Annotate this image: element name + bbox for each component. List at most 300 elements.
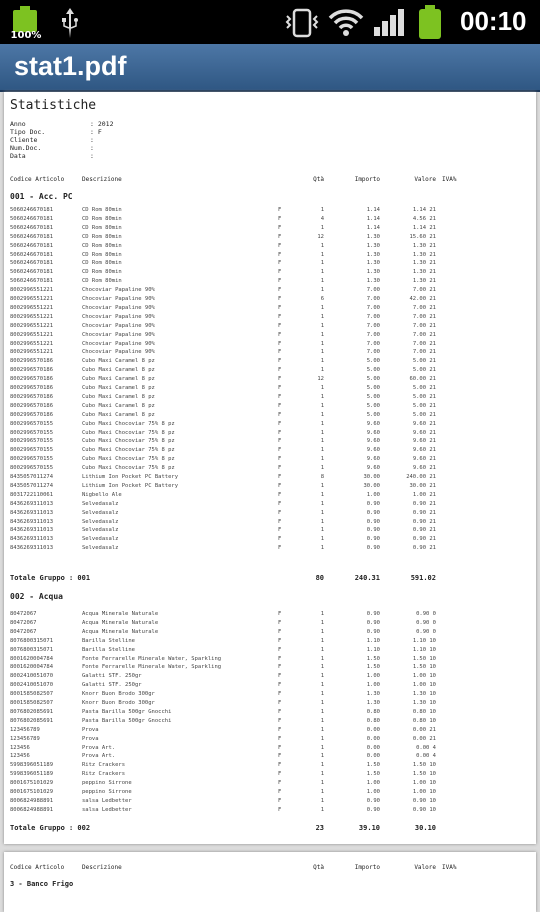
table-cell: F: [278, 367, 282, 374]
table-cell: 1.30: [366, 233, 380, 240]
table-row: [10, 331, 530, 339]
table-cell: 8002996570155: [10, 429, 54, 436]
table-cell: 0.00 21: [412, 735, 436, 742]
table-cell: F: [278, 269, 282, 276]
table-cell: 0.90: [366, 527, 380, 534]
table-cell: Pasta Barilla 500gr Gnocchi: [82, 717, 172, 724]
table-cell: Cubo Maxi Caramel 8 pz: [82, 411, 155, 418]
table-cell: salsa Ledbetter: [82, 806, 132, 813]
table-cell: CD Rom 80min: [82, 233, 122, 240]
table-cell: F: [278, 402, 282, 409]
table-cell: 1.50: [366, 655, 380, 662]
table-row: [10, 375, 530, 383]
table-cell: 1.30: [366, 242, 380, 249]
table-cell: 1: [320, 304, 324, 311]
table-cell: 8001585082507: [10, 700, 54, 706]
pdf-page[interactable]: [4, 92, 536, 844]
table-cell: 9.60: [366, 465, 380, 472]
table-cell: F: [278, 691, 282, 698]
table-cell: 1.14: [366, 207, 380, 213]
table-cell: 1.14: [366, 224, 380, 231]
table-row: [10, 455, 530, 463]
table-row: [10, 429, 530, 437]
wifi-icon: [328, 6, 364, 43]
table-cell: 0.90: [366, 628, 380, 635]
table-cell: 15.60 21: [409, 233, 436, 240]
table-cell: 7.00: [366, 340, 380, 347]
table-row: [10, 761, 530, 769]
table-cell: 8002996551221: [10, 331, 54, 338]
table-cell: Ritz Crackers: [82, 771, 126, 778]
table-cell: 8436269311013: [10, 518, 54, 525]
table-cell: 1: [320, 771, 324, 778]
table-cell: 0.90: [366, 509, 380, 516]
table-cell: F: [278, 411, 282, 418]
table-cell: CD Rom 80min: [82, 269, 122, 276]
table-cell: CD Rom 80min: [82, 207, 122, 213]
table-cell: Cubo Maxi Caramel 8 pz: [82, 367, 155, 374]
table-cell: 1.30 21: [412, 260, 436, 267]
table-cell: 123456: [10, 753, 30, 760]
table-cell: 8031722110061: [10, 491, 54, 498]
table-cell: 1.50 10: [412, 771, 436, 778]
table-cell: 0.90 21: [412, 500, 436, 507]
table-cell: 1.10: [366, 646, 380, 653]
table-cell: 1.14 21: [412, 224, 436, 231]
table-row: [10, 313, 530, 321]
table-cell: 8006824988891: [10, 797, 54, 804]
table-cell: 1: [320, 545, 324, 552]
table-row: [10, 663, 530, 671]
table-cell: 8435057011274: [10, 482, 54, 489]
table-cell: 5060246670181: [10, 251, 54, 258]
table-cell: 1: [320, 224, 324, 231]
table-cell: 1: [320, 536, 324, 543]
table-cell: 12: [317, 376, 324, 383]
table-cell: 0.90 10: [412, 797, 436, 804]
table-cell: F: [278, 429, 282, 436]
table-cell: F: [278, 744, 282, 751]
table-cell: 1: [320, 491, 324, 498]
pdf-page-2[interactable]: [4, 852, 536, 912]
table-cell: CD Rom 80min: [82, 224, 122, 231]
table-cell: 8002996570155: [10, 420, 54, 427]
table-cell: F: [278, 456, 282, 463]
table-cell: 1: [320, 797, 324, 804]
table-cell: 1: [320, 682, 324, 689]
table-cell: 8002996551221: [10, 349, 54, 356]
table-cell: 1: [320, 735, 324, 742]
table-cell: F: [278, 628, 282, 635]
table-cell: 8002996570186: [10, 367, 54, 374]
table-cell: F: [278, 500, 282, 507]
table-cell: Prova: [82, 726, 99, 733]
table-cell: 0.00: [366, 753, 380, 760]
table-cell: 1: [320, 429, 324, 436]
table-cell: 9.60 21: [412, 456, 436, 463]
table-cell: 7.00 21: [412, 349, 436, 356]
table-cell: 1: [320, 806, 324, 813]
table-cell: 1: [320, 673, 324, 680]
table-cell: Barilla Stelline: [82, 637, 135, 644]
table-cell: Cubo Maxi Caramel 8 pz: [82, 376, 155, 383]
table-cell: 7.00: [366, 313, 380, 320]
table-row: [10, 215, 530, 223]
table-row: [10, 420, 530, 428]
meta-row: Data :: [10, 152, 94, 160]
table-cell: 1.10 10: [412, 646, 436, 653]
vibrate-icon: [284, 8, 320, 43]
table-cell: 1.50: [366, 771, 380, 778]
table-cell: 7.00 21: [412, 331, 436, 338]
table-cell: 5060246670181: [10, 224, 54, 231]
table-cell: 0.00: [366, 735, 380, 742]
table-cell: 1.00: [366, 682, 380, 689]
table-cell: Cubo Maxi Chocoviar 75% 8 pz: [82, 447, 175, 454]
table-row: [10, 535, 530, 543]
table-cell: 5.00: [366, 367, 380, 374]
table-cell: 8002996551221: [10, 340, 54, 347]
table-cell: 1: [320, 269, 324, 276]
table-cell: F: [278, 465, 282, 472]
table-cell: 7.00 21: [412, 313, 436, 320]
table-cell: F: [278, 242, 282, 249]
table-cell: 1: [320, 655, 324, 662]
table-cell: CD Rom 80min: [82, 251, 122, 258]
table-cell: 0.80: [366, 708, 380, 715]
table-cell: 1: [320, 789, 324, 795]
table-cell: 30.00: [363, 482, 380, 489]
table-cell: Cubo Maxi Caramel 8 pz: [82, 393, 155, 400]
table-cell: 1.10 10: [412, 637, 436, 644]
table-cell: 1: [320, 358, 324, 365]
table-cell: 8076802085691: [10, 717, 54, 724]
table-cell: 1: [320, 242, 324, 249]
table-row: [10, 348, 530, 356]
table-cell: F: [278, 664, 282, 671]
group-title: 3 - Banco Frigo: [10, 880, 74, 888]
table-cell: 1: [320, 527, 324, 534]
table-cell: 1.50 10: [412, 762, 436, 769]
table-cell: 1: [320, 744, 324, 751]
table-row: [10, 233, 530, 241]
table-row: [10, 672, 530, 680]
table-cell: F: [278, 789, 282, 795]
table-cell: F: [278, 708, 282, 715]
table-cell: Chocoviar Papaline 90%: [82, 296, 155, 302]
table-cell: F: [278, 619, 282, 626]
table-cell: 8002996570186: [10, 393, 54, 400]
table-row: [10, 752, 530, 760]
table-cell: 1: [320, 322, 324, 329]
table-cell: F: [278, 780, 282, 787]
table-row: [10, 491, 530, 499]
table-cell: 1.30 10: [412, 700, 436, 706]
table-cell: F: [278, 518, 282, 525]
table-cell: 8002996570155: [10, 465, 54, 472]
table-cell: peppino Sirrone: [82, 780, 132, 787]
table-cell: Knorr Buon Brodo 300gr: [82, 700, 155, 706]
group-total: Totale Gruppo : 002 23 39.10 30.10: [10, 824, 436, 832]
table-cell: F: [278, 207, 282, 213]
table-cell: F: [278, 260, 282, 267]
table-cell: F: [278, 717, 282, 724]
table-row: [10, 295, 530, 303]
table-cell: 8436269311013: [10, 545, 54, 552]
table-cell: 1: [320, 438, 324, 445]
table-cell: 6: [320, 296, 324, 302]
table-cell: 1.30: [366, 700, 380, 706]
table-cell: 1.30 21: [412, 278, 436, 285]
table-cell: 1.00: [366, 491, 380, 498]
table-cell: F: [278, 726, 282, 733]
table-cell: 8002996551221: [10, 296, 54, 302]
table-cell: 1.30: [366, 278, 380, 285]
table-cell: 8002996570155: [10, 438, 54, 445]
table-cell: 1: [320, 726, 324, 733]
table-row: [10, 482, 530, 490]
table-cell: 8002996570186: [10, 376, 54, 383]
table-cell: 0.90: [366, 536, 380, 543]
table-cell: 8: [320, 474, 324, 480]
table-cell: 0.90: [366, 611, 380, 617]
table-cell: 1: [320, 402, 324, 409]
table-cell: Knorr Buon Brodo 300gr: [82, 691, 155, 698]
table-cell: 0.90 21: [412, 509, 436, 516]
table-cell: F: [278, 545, 282, 552]
table-cell: Nigbello Ale: [82, 491, 122, 498]
table-cell: 1: [320, 287, 324, 294]
table-cell: 8076802085691: [10, 708, 54, 715]
table-cell: 1.30 21: [412, 251, 436, 258]
table-cell: 9.60: [366, 456, 380, 463]
table-row: [10, 628, 530, 636]
battery-icon: [418, 5, 442, 44]
table-row: [10, 277, 530, 285]
table-cell: 1.00 10: [412, 780, 436, 787]
table-cell: 7.00 21: [412, 340, 436, 347]
clock: 00:10: [460, 6, 527, 36]
table-cell: F: [278, 509, 282, 516]
table-cell: 9.60 21: [412, 420, 436, 427]
table-cell: 0.00: [366, 726, 380, 733]
table-cell: 1: [320, 691, 324, 698]
table-cell: 7.00: [366, 287, 380, 294]
table-cell: F: [278, 637, 282, 644]
table-cell: F: [278, 753, 282, 760]
table-cell: 1: [320, 780, 324, 787]
table-cell: 1: [320, 518, 324, 525]
table-cell: 5.00: [366, 411, 380, 418]
table-cell: 5.00 21: [412, 358, 436, 365]
table-cell: Selvedasalz: [82, 536, 119, 543]
table-cell: F: [278, 447, 282, 454]
table-cell: F: [278, 797, 282, 804]
table-cell: Cubo Maxi Caramel 8 pz: [82, 402, 155, 409]
table-cell: Acqua Minerale Naturale: [82, 628, 159, 635]
table-cell: Chocoviar Papaline 90%: [82, 331, 155, 338]
table-cell: 0.90: [366, 518, 380, 525]
table-row: [10, 681, 530, 689]
table-cell: F: [278, 646, 282, 653]
table-cell: 8436269311013: [10, 500, 54, 507]
table-cell: 1.50 10: [412, 664, 436, 671]
table-cell: 1: [320, 637, 324, 644]
table-cell: 5.00: [366, 358, 380, 365]
table-cell: 1: [320, 700, 324, 706]
meta-row: Cliente :: [10, 136, 94, 144]
table-cell: F: [278, 700, 282, 706]
table-cell: 8002996551221: [10, 287, 54, 294]
table-cell: 0.90: [366, 619, 380, 626]
table-cell: Chocoviar Papaline 90%: [82, 349, 155, 356]
table-cell: 8001675101029: [10, 789, 54, 795]
battery-percent: 100%: [10, 30, 42, 41]
table-cell: 7.00: [366, 296, 380, 302]
table-cell: 60.00 21: [409, 376, 436, 383]
column-header: Codice Articolo Descrizione Qtà Importo Valore IVA%: [10, 864, 457, 871]
table-cell: F: [278, 806, 282, 813]
table-cell: 1: [320, 367, 324, 374]
table-cell: Galatti STF. 250gr: [82, 682, 142, 689]
table-cell: 1.50: [366, 664, 380, 671]
table-cell: Acqua Minerale Naturale: [82, 619, 159, 626]
table-row: [10, 206, 530, 214]
table-cell: F: [278, 673, 282, 680]
table-cell: 8002996570186: [10, 402, 54, 409]
table-row: [10, 366, 530, 374]
table-cell: 8002996551221: [10, 322, 54, 329]
table-cell: F: [278, 682, 282, 689]
table-cell: 8002996570155: [10, 447, 54, 454]
table-cell: F: [278, 313, 282, 320]
table-cell: 1: [320, 456, 324, 463]
table-row: [10, 708, 530, 716]
table-cell: 1: [320, 509, 324, 516]
table-cell: Cubo Maxi Caramel 8 pz: [82, 385, 155, 391]
table-cell: 1: [320, 331, 324, 338]
table-cell: F: [278, 251, 282, 258]
table-cell: 1: [320, 251, 324, 258]
table-cell: 0.80 10: [412, 708, 436, 715]
table-cell: 8076800315071: [10, 646, 54, 653]
table-cell: 0.00 4: [416, 753, 436, 760]
table-cell: Galatti STF. 250gr: [82, 673, 142, 680]
table-cell: 8001585082507: [10, 691, 54, 698]
table-cell: Prova Art.: [82, 753, 116, 760]
table-cell: 12: [317, 233, 324, 240]
table-row: [10, 779, 530, 787]
table-cell: 8002996570155: [10, 456, 54, 463]
table-cell: 8001675101029: [10, 780, 54, 787]
table-cell: F: [278, 349, 282, 356]
table-row: [10, 268, 530, 276]
table-cell: Fonte Ferrarelle Minerale Water, Sparkling: [82, 655, 222, 662]
table-cell: 123456: [10, 744, 30, 751]
table-cell: Lithium Ion Pocket PC Battery: [82, 482, 179, 489]
table-cell: 7.00 21: [412, 322, 436, 329]
table-cell: 0.80: [366, 717, 380, 724]
table-cell: 5.00 21: [412, 411, 436, 418]
group-total: Totale Gruppo : 001 80 240.31 591.02: [10, 574, 436, 582]
table-cell: 123456789: [10, 726, 40, 733]
table-cell: 1: [320, 664, 324, 671]
table-cell: 1.50 10: [412, 655, 436, 662]
table-cell: Cubo Maxi Chocoviar 75% 8 pz: [82, 465, 175, 472]
table-cell: F: [278, 527, 282, 534]
table-cell: 1.30: [366, 691, 380, 698]
table-cell: CD Rom 80min: [82, 242, 122, 249]
table-cell: 5.00 21: [412, 393, 436, 400]
table-cell: 1: [320, 340, 324, 347]
table-cell: 8001620004784: [10, 664, 54, 671]
table-cell: 8002996570186: [10, 358, 54, 365]
table-cell: 0.90 0: [416, 611, 436, 617]
table-cell: 1: [320, 411, 324, 418]
table-cell: 0.80 10: [412, 717, 436, 724]
table-cell: F: [278, 296, 282, 302]
table-row: [10, 610, 530, 618]
table-cell: F: [278, 482, 282, 489]
table-row: [10, 259, 530, 267]
meta-row: Tipo Doc. : F: [10, 128, 102, 136]
table-cell: 5.00: [366, 385, 380, 391]
table-row: [10, 446, 530, 454]
table-cell: 1: [320, 717, 324, 724]
table-cell: 9.60 21: [412, 465, 436, 472]
table-row: [10, 744, 530, 752]
meta-row: Num.Doc. :: [10, 144, 94, 152]
table-row: [10, 304, 530, 312]
table-cell: 1.10: [366, 637, 380, 644]
table-cell: 42.00 21: [409, 296, 436, 302]
table-cell: 1: [320, 611, 324, 617]
table-cell: Prova Art.: [82, 744, 116, 751]
table-row: [10, 411, 530, 419]
table-cell: CD Rom 80min: [82, 215, 122, 222]
table-cell: 0.90: [366, 500, 380, 507]
table-cell: 30.00 21: [409, 482, 436, 489]
table-cell: 7.00 21: [412, 287, 436, 294]
table-cell: salsa Ledbetter: [82, 797, 132, 804]
table-cell: 1: [320, 447, 324, 454]
table-cell: F: [278, 376, 282, 383]
table-cell: F: [278, 611, 282, 617]
table-cell: 9.60: [366, 429, 380, 436]
table-cell: 5.00 21: [412, 402, 436, 409]
table-cell: F: [278, 287, 282, 294]
table-cell: 8436269311013: [10, 527, 54, 534]
table-cell: F: [278, 358, 282, 365]
table-cell: 1: [320, 385, 324, 391]
table-cell: 1.30 21: [412, 269, 436, 276]
table-cell: F: [278, 278, 282, 285]
table-cell: 9.60: [366, 447, 380, 454]
table-cell: 1: [320, 619, 324, 626]
table-cell: 5.00: [366, 402, 380, 409]
table-cell: F: [278, 762, 282, 769]
table-cell: 9.60: [366, 420, 380, 427]
table-cell: 4.56 21: [412, 215, 436, 222]
table-cell: 0.90 21: [412, 518, 436, 525]
table-cell: CD Rom 80min: [82, 260, 122, 267]
table-cell: F: [278, 771, 282, 778]
table-cell: 5060246670181: [10, 269, 54, 276]
table-cell: 1: [320, 500, 324, 507]
table-cell: 0.90: [366, 545, 380, 552]
table-row: [10, 655, 530, 663]
table-cell: Selvedasalz: [82, 527, 119, 534]
